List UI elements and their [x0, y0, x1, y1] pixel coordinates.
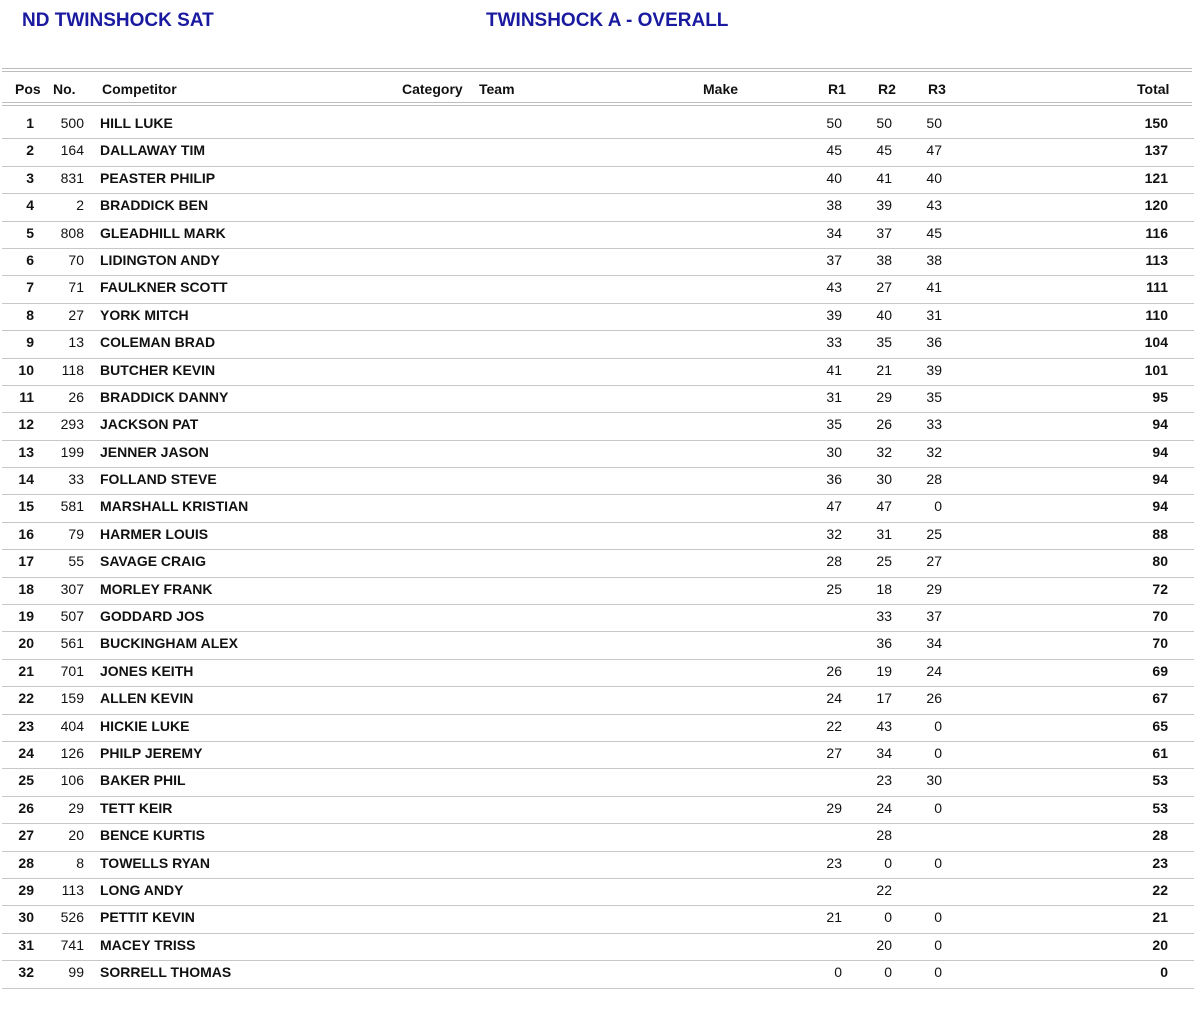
row-r3: 28	[926, 471, 942, 488]
row-number: 307	[60, 580, 84, 597]
row-total: 120	[1144, 197, 1168, 214]
row-total: 53	[1152, 772, 1168, 789]
table-row	[2, 468, 1194, 495]
row-r1: 50	[826, 115, 842, 131]
row-number: 808	[60, 224, 84, 241]
row-total: 72	[1152, 580, 1168, 597]
row-r1: 35	[826, 416, 842, 433]
row-r3: 0	[934, 717, 942, 734]
row-r1: 37	[826, 251, 842, 268]
row-competitor: COLEMAN BRAD	[100, 334, 216, 351]
row-competitor: JONES KEITH	[100, 662, 194, 679]
row-competitor: SAVAGE CRAIG	[100, 553, 207, 570]
row-r1: 33	[826, 334, 842, 351]
table-row	[2, 879, 1194, 906]
row-pos: 23	[18, 717, 34, 734]
row-r1: 30	[826, 443, 842, 460]
table-row	[2, 331, 1194, 358]
row-r3: 39	[926, 361, 942, 378]
row-r2: 17	[876, 690, 892, 707]
row-pos: 18	[18, 580, 34, 597]
row-r3: 41	[926, 279, 942, 296]
row-pos: 31	[18, 936, 34, 953]
row-pos: 2	[26, 142, 34, 159]
row-pos: 14	[18, 471, 34, 488]
row-r1: 36	[826, 471, 842, 488]
table-row	[2, 386, 1194, 413]
row-r2: 23	[876, 772, 892, 789]
row-competitor: FOLLAND STEVE	[100, 471, 217, 488]
row-pos: 30	[18, 909, 34, 926]
row-competitor: BUTCHER KEVIN	[100, 361, 216, 378]
row-pos: 26	[18, 799, 34, 816]
table-row	[2, 824, 1194, 851]
row-pos: 3	[26, 169, 34, 186]
table-row	[2, 715, 1194, 742]
row-r1: 27	[826, 744, 842, 761]
row-r3: 37	[926, 608, 942, 625]
row-total: 28	[1152, 827, 1168, 844]
row-competitor: BRADDICK BEN	[100, 197, 209, 214]
row-r2: 45	[876, 142, 892, 159]
row-r1: 23	[826, 854, 842, 871]
row-number: 526	[60, 909, 84, 926]
row-total: 95	[1152, 388, 1168, 405]
row-r2: 0	[884, 964, 892, 981]
row-number: 71	[68, 279, 84, 296]
row-pos: 16	[18, 525, 34, 542]
row-r3: 0	[934, 909, 942, 926]
table-row	[2, 413, 1194, 440]
row-pos: 32	[18, 964, 34, 981]
table-row	[2, 304, 1194, 331]
row-r2: 34	[876, 744, 892, 761]
row-competitor: TOWELLS RYAN	[100, 854, 210, 871]
row-number: 2	[76, 197, 84, 214]
table-row	[2, 797, 1194, 824]
row-r2: 22	[876, 881, 892, 898]
table-row	[2, 139, 1194, 166]
row-pos: 15	[18, 498, 34, 515]
row-competitor: GODDARD JOS	[100, 608, 205, 625]
table-row	[2, 194, 1194, 221]
row-r3: 32	[926, 443, 942, 460]
row-pos: 17	[18, 553, 34, 570]
row-number: 507	[60, 608, 84, 625]
row-r1: 32	[826, 525, 842, 542]
row-competitor: BENCE KURTIS	[100, 827, 206, 844]
row-number: 561	[60, 635, 84, 652]
row-r1: 45	[826, 142, 842, 159]
row-r1: 28	[826, 553, 842, 570]
row-r2: 25	[876, 553, 892, 570]
row-number: 99	[68, 964, 84, 981]
row-r2: 47	[876, 498, 892, 515]
row-r1: 29	[826, 799, 842, 816]
row-r3: 30	[926, 772, 942, 789]
row-competitor: HARMER LOUIS	[100, 525, 209, 542]
row-competitor: LONG ANDY	[100, 881, 184, 898]
row-r1: 47	[826, 498, 842, 515]
row-competitor: SORRELL THOMAS	[100, 964, 232, 981]
row-r1: 21	[826, 909, 842, 926]
table-row	[2, 906, 1194, 933]
row-total: 113	[1145, 251, 1168, 268]
row-r2: 26	[876, 416, 892, 433]
row-r2: 31	[876, 525, 892, 542]
row-total: 150	[1144, 115, 1168, 131]
row-r2: 21	[876, 361, 892, 378]
row-r3: 0	[934, 799, 942, 816]
table-row	[2, 687, 1194, 714]
row-r1: 0	[834, 964, 842, 981]
row-total: 111	[1146, 279, 1168, 296]
table-row	[2, 359, 1194, 386]
row-r1: 40	[826, 169, 842, 186]
row-pos: 4	[26, 197, 34, 214]
row-r3: 0	[934, 498, 942, 515]
row-pos: 24	[18, 744, 34, 761]
row-r3: 0	[934, 964, 942, 981]
row-r3: 43	[926, 197, 942, 214]
row-total: 70	[1152, 608, 1168, 625]
row-r2: 27	[876, 279, 892, 296]
row-total: 94	[1152, 416, 1168, 433]
header-top-rule	[2, 68, 1192, 72]
row-number: 106	[60, 772, 84, 789]
row-r1: 24	[826, 690, 842, 707]
row-number: 8	[76, 854, 84, 871]
row-pos: 9	[26, 334, 34, 351]
row-total: 70	[1152, 635, 1168, 652]
row-r3: 33	[926, 416, 942, 433]
row-r2: 50	[876, 115, 892, 131]
row-competitor: MORLEY FRANK	[100, 580, 213, 597]
col-header-pos: Pos	[15, 81, 41, 97]
row-r3: 29	[926, 580, 942, 597]
row-total: 65	[1152, 717, 1168, 734]
row-competitor: MACEY TRISS	[100, 936, 196, 953]
table-row	[2, 222, 1194, 249]
row-r2: 24	[876, 799, 892, 816]
col-header-team: Team	[479, 81, 515, 97]
row-competitor: JENNER JASON	[100, 443, 209, 460]
row-r3: 0	[934, 854, 942, 871]
row-total: 94	[1152, 498, 1168, 515]
row-r1: 39	[826, 306, 842, 323]
row-pos: 27	[18, 827, 34, 844]
row-r1: 34	[826, 224, 842, 241]
row-r2: 41	[876, 169, 892, 186]
row-number: 118	[61, 361, 84, 378]
row-r1: 25	[826, 580, 842, 597]
col-header-r1: R1	[828, 81, 846, 97]
col-header-r2: R2	[878, 81, 896, 97]
row-competitor: PEASTER PHILIP	[100, 169, 216, 186]
row-number: 581	[60, 498, 84, 515]
row-r3: 27	[926, 553, 942, 570]
row-r1: 43	[826, 279, 842, 296]
header-bottom-rule	[2, 102, 1192, 106]
row-pos: 6	[26, 251, 34, 268]
row-r3: 31	[926, 306, 942, 323]
table-row	[2, 495, 1194, 522]
row-r1: 22	[826, 717, 842, 734]
row-r3: 47	[926, 142, 942, 159]
row-total: 0	[1160, 964, 1168, 981]
row-r3: 45	[926, 224, 942, 241]
row-number: 199	[60, 443, 84, 460]
row-competitor: TETT KEIR	[100, 799, 173, 816]
row-r1: 41	[826, 361, 842, 378]
row-pos: 8	[26, 306, 34, 323]
col-header-total: Total	[1137, 81, 1170, 97]
table-row	[2, 660, 1194, 687]
row-number: 741	[60, 936, 84, 953]
row-total: 23	[1152, 854, 1168, 871]
row-r2: 37	[876, 224, 892, 241]
row-r2: 33	[876, 608, 892, 625]
table-row	[2, 523, 1194, 550]
row-r1: 31	[826, 388, 842, 405]
row-r2: 35	[876, 334, 892, 351]
col-header-category: Category	[402, 81, 463, 97]
row-competitor: DALLAWAY TIM	[100, 142, 206, 159]
table-row	[2, 249, 1194, 276]
row-pos: 21	[18, 662, 34, 679]
row-r3: 24	[926, 662, 942, 679]
row-competitor: HILL LUKE	[100, 115, 173, 131]
table-row	[2, 276, 1194, 303]
row-r3: 50	[926, 115, 942, 131]
row-number: 79	[68, 525, 84, 542]
row-competitor: FAULKNER SCOTT	[100, 279, 228, 296]
row-number: 29	[68, 799, 84, 816]
row-total: 80	[1152, 553, 1168, 570]
row-r2: 18	[876, 580, 892, 597]
row-pos: 19	[18, 608, 34, 625]
row-r2: 19	[876, 662, 892, 679]
row-r3: 26	[926, 690, 942, 707]
row-total: 116	[1145, 224, 1168, 241]
table-row	[2, 441, 1194, 468]
table-row	[2, 852, 1194, 879]
row-competitor: PHILP JEREMY	[100, 744, 203, 761]
table-row	[2, 769, 1194, 796]
row-r3: 34	[926, 635, 942, 652]
page-title: TWINSHOCK A - OVERALL	[486, 10, 729, 31]
row-pos: 11	[19, 388, 34, 405]
row-total: 121	[1144, 169, 1168, 186]
row-number: 500	[60, 115, 84, 131]
table-row	[2, 934, 1194, 961]
row-r3: 25	[926, 525, 942, 542]
row-total: 67	[1152, 690, 1168, 707]
row-r3: 36	[926, 334, 942, 351]
row-competitor: YORK MITCH	[100, 306, 189, 323]
table-header	[0, 78, 1200, 100]
table-row	[2, 550, 1194, 577]
row-r3: 0	[934, 936, 942, 953]
row-pos: 25	[18, 772, 34, 789]
results-table	[0, 112, 1200, 989]
row-pos: 13	[18, 443, 34, 460]
table-row	[2, 605, 1194, 632]
row-r1: 38	[826, 197, 842, 214]
row-r2: 28	[876, 827, 892, 844]
row-total: 21	[1152, 909, 1168, 926]
row-pos: 10	[18, 361, 34, 378]
row-total: 22	[1152, 881, 1168, 898]
row-number: 404	[60, 717, 84, 734]
table-row	[2, 167, 1194, 194]
row-competitor: BUCKINGHAM ALEX	[100, 635, 238, 652]
row-total: 94	[1152, 471, 1168, 488]
row-number: 20	[68, 827, 84, 844]
row-r2: 0	[884, 909, 892, 926]
row-pos: 7	[26, 279, 34, 296]
row-total: 20	[1152, 936, 1168, 953]
row-pos: 5	[26, 224, 34, 241]
row-pos: 20	[18, 635, 34, 652]
row-number: 55	[68, 553, 84, 570]
row-r1: 26	[826, 662, 842, 679]
row-total: 61	[1152, 744, 1168, 761]
col-header-competitor: Competitor	[102, 81, 177, 97]
row-number: 26	[68, 388, 84, 405]
row-competitor: MARSHALL KRISTIAN	[100, 498, 249, 515]
row-number: 164	[60, 142, 84, 159]
row-competitor: JACKSON PAT	[100, 416, 199, 433]
row-r3: 35	[926, 388, 942, 405]
table-row	[2, 578, 1194, 605]
row-r2: 36	[876, 635, 892, 652]
row-total: 101	[1144, 361, 1168, 378]
row-r3: 40	[926, 169, 942, 186]
row-r2: 30	[876, 471, 892, 488]
row-total: 94	[1152, 443, 1168, 460]
row-pos: 29	[18, 881, 34, 898]
row-competitor: HICKIE LUKE	[100, 717, 190, 734]
table-row	[2, 742, 1194, 769]
row-pos: 12	[18, 416, 34, 433]
row-total: 88	[1152, 525, 1168, 542]
row-number: 293	[60, 416, 84, 433]
row-total: 69	[1152, 662, 1168, 679]
row-r2: 43	[876, 717, 892, 734]
row-r2: 38	[876, 251, 892, 268]
col-header-make: Make	[703, 81, 739, 97]
row-number: 70	[68, 251, 84, 268]
row-total: 137	[1144, 142, 1168, 159]
row-r3: 0	[934, 744, 942, 761]
row-pos: 1	[26, 115, 34, 131]
row-total: 104	[1144, 334, 1168, 351]
row-number: 113	[61, 881, 84, 898]
col-header-no: No.	[53, 81, 76, 97]
row-number: 831	[60, 169, 84, 186]
row-competitor: GLEADHILL MARK	[100, 224, 226, 241]
row-r2: 0	[884, 854, 892, 871]
row-r2: 32	[876, 443, 892, 460]
row-number: 159	[60, 690, 84, 707]
row-number: 701	[60, 662, 84, 679]
row-competitor: BAKER PHIL	[100, 772, 186, 789]
row-r2: 20	[876, 936, 892, 953]
row-number: 13	[68, 334, 84, 351]
row-pos: 22	[18, 690, 34, 707]
row-competitor: LIDINGTON ANDY	[100, 251, 220, 268]
row-number: 33	[68, 471, 84, 488]
row-total: 110	[1145, 306, 1168, 323]
row-r2: 39	[876, 197, 892, 214]
row-competitor: ALLEN KEVIN	[100, 690, 194, 707]
row-competitor: BRADDICK DANNY	[100, 388, 229, 405]
table-row	[2, 632, 1194, 659]
table-row	[2, 961, 1194, 988]
row-r2: 40	[876, 306, 892, 323]
row-competitor: PETTIT KEVIN	[100, 909, 195, 926]
row-r2: 29	[876, 388, 892, 405]
row-pos: 28	[18, 854, 34, 871]
row-total: 53	[1152, 799, 1168, 816]
row-r3: 38	[926, 251, 942, 268]
event-title: ND TWINSHOCK SAT	[22, 10, 214, 31]
row-number: 126	[60, 744, 84, 761]
row-number: 27	[68, 306, 84, 323]
col-header-r3: R3	[928, 81, 946, 97]
table-row	[2, 112, 1194, 139]
